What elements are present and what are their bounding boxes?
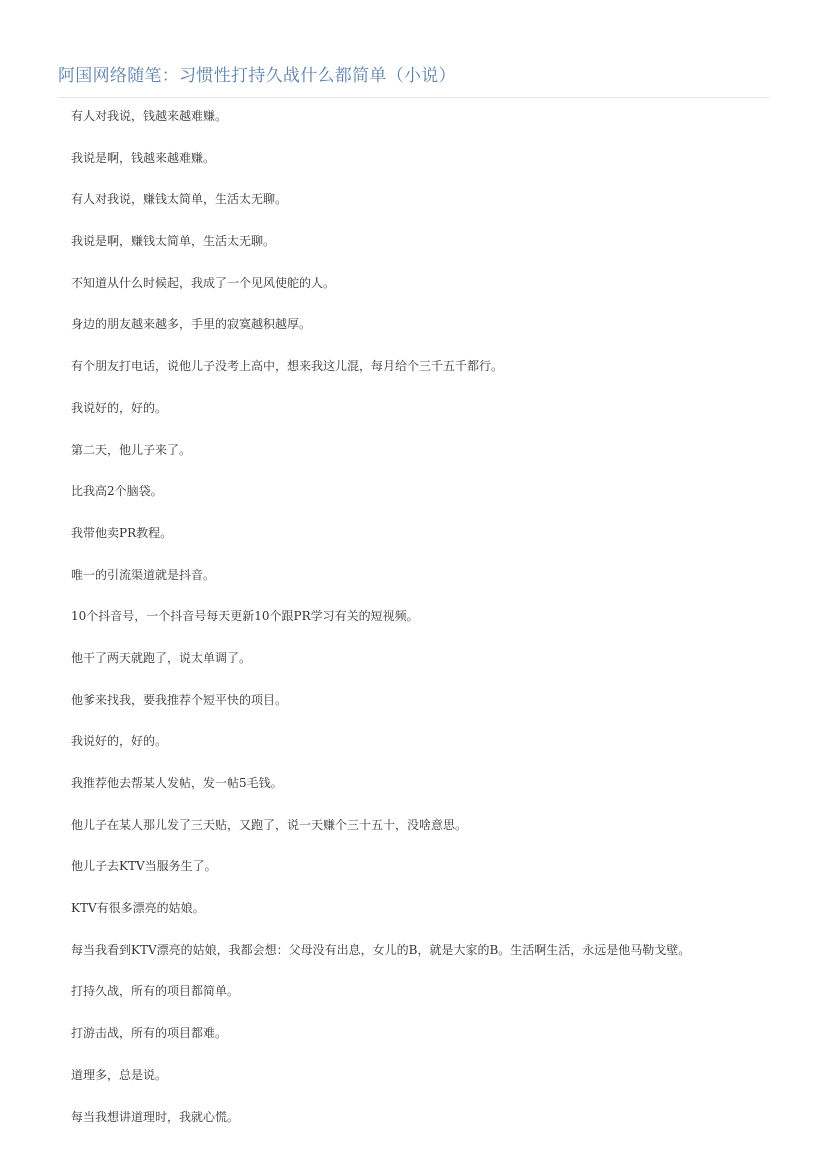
paragraph: 他儿子去KTV当服务生了。	[71, 859, 217, 874]
paragraph: 每当我想讲道理时，我就心慌。	[71, 1109, 240, 1124]
paragraph: 唯一的引流渠道就是抖音。	[71, 567, 216, 582]
paragraph: 不知道从什么时候起，我成了一个见风使舵的人。	[71, 275, 336, 290]
paragraph: 我说好的，好的。	[71, 734, 168, 749]
paragraph: 有人对我说，钱越来越难赚。	[71, 109, 228, 123]
paragraph: 每当我看到KTV漂亮的姑娘，我都会想：父母没有出息，女儿的B，就是大家的B。生活啊生活，永远是他马勒戈壁。	[71, 942, 691, 957]
paragraph: 打持久战，所有的项目都简单。	[71, 984, 240, 999]
paragraph: 比我高2个脑袋。	[71, 484, 163, 499]
paragraph: 他儿子在某人那儿发了三天贴，又跑了，说一天赚个三十五十，没啥意思。	[71, 817, 468, 832]
paragraph: 我推荐他去帮某人发帖，发一帖5毛钱。	[71, 776, 283, 790]
paragraph: 我说好的，好的。	[71, 400, 168, 415]
paragraph: 他干了两天就跑了，说太单调了。	[71, 650, 252, 665]
paragraph: 10个抖音号，一个抖音号每天更新10个跟PR学习有关的短视频。	[71, 609, 419, 624]
paragraph: 有个朋友打电话，说他儿子没考上高中，想来我这儿混，每月给个三千五千都行。	[71, 359, 504, 374]
paragraph: KTV有很多漂亮的姑娘。	[71, 901, 205, 916]
paragraph: 我说是啊，钱越来越难赚。	[71, 150, 216, 165]
paragraph: 道理多，总是说。	[71, 1067, 168, 1082]
paragraph: 我说是啊，赚钱太简单，生活太无聊。	[71, 234, 276, 249]
title-divider	[58, 97, 770, 98]
paragraph: 我带他卖PR教程。	[71, 525, 173, 540]
paragraph: 第二天，他儿子来了。	[71, 442, 192, 457]
paragraph: 身边的朋友越来越多，手里的寂寞越积越厚。	[71, 317, 312, 332]
paragraph: 有人对我说，赚钱太简单，生活太无聊。	[71, 192, 288, 207]
article-title: 阿国网络随笔：习惯性打持久战什么都简单（小说）	[58, 66, 456, 86]
paragraph: 他爹来找我，要我推荐个短平快的项目。	[71, 692, 288, 707]
paragraph: 打游击战，所有的项目都难。	[71, 1026, 228, 1041]
article-body	[71, 106, 791, 1148]
